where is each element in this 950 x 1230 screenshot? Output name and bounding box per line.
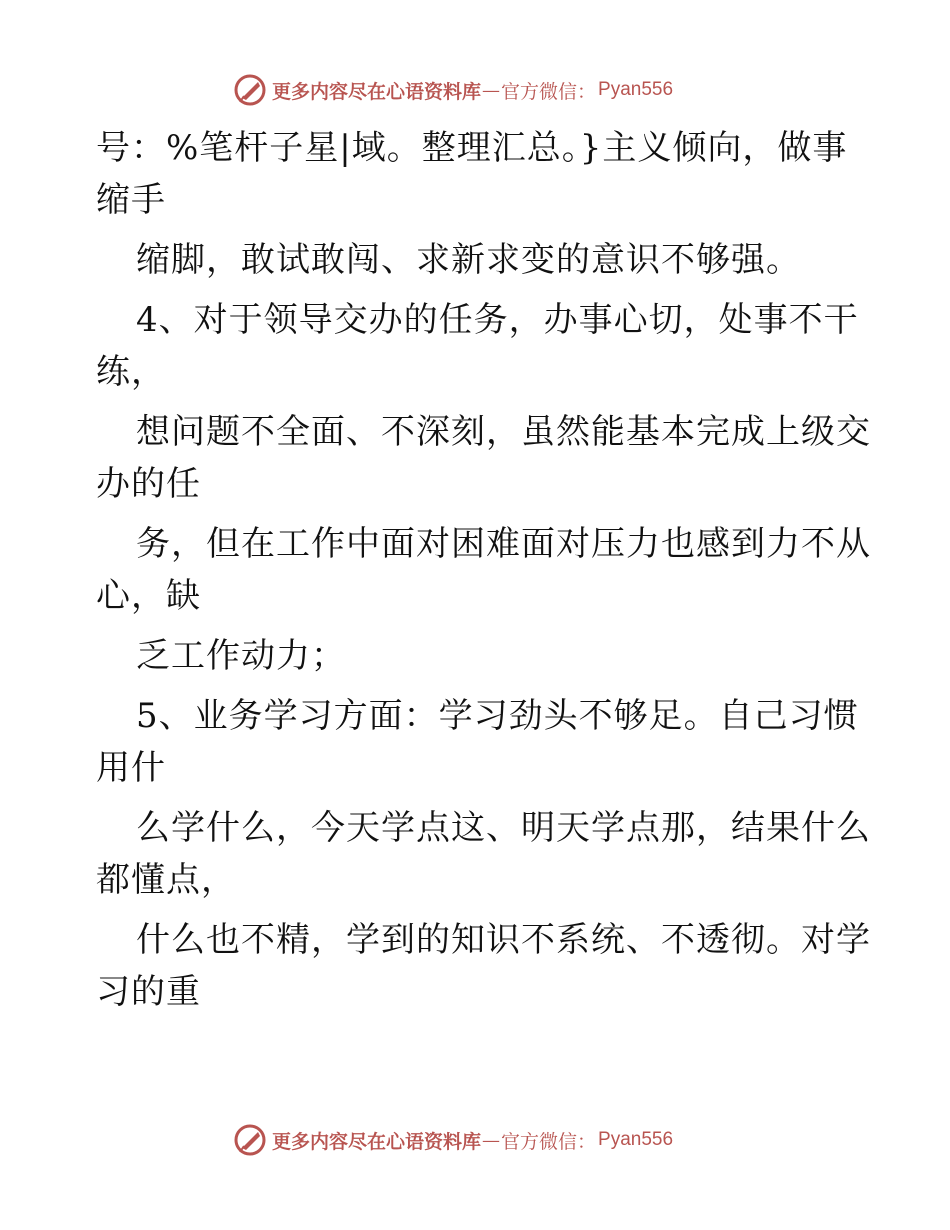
banner-main-text: 更多内容尽在心语资料库 — [272, 80, 482, 103]
text-line: 心，缺 — [96, 576, 201, 616]
text-line: 都懂点， — [96, 860, 236, 900]
text-line: 务，但在工作中面对困难面对压力也感到力不从 — [136, 524, 871, 564]
text-line: 4、对于领导交办的任务，办事心切，处事不干 — [136, 300, 859, 340]
text-line: 练， — [96, 352, 166, 392]
text-line: 5、业务学习方面：学习劲头不够足。自己习惯 — [136, 696, 859, 736]
text-line: 缩脚，敢试敢闯、求新求变的意识不够强。 — [136, 240, 801, 280]
text-line: 用什 — [96, 748, 166, 788]
banner-wechat-label: 官方微信： — [501, 80, 597, 103]
footer-watermark — [232, 1120, 673, 1160]
text-line: 想问题不全面、不深刻，虽然能基本完成上级交 — [136, 412, 871, 452]
banner-wechat-label: 官方微信： — [501, 1130, 597, 1153]
banner-wechat-id: Pyan556 — [598, 1129, 674, 1150]
banner-main-text: 更多内容尽在心语资料库 — [272, 1130, 482, 1153]
header-watermark — [232, 70, 673, 110]
banner-wechat-id: Pyan556 — [598, 79, 674, 100]
banner-separator: — — [482, 1129, 501, 1151]
document-body — [96, 122, 876, 1018]
text-line: 号：%笔杆子星|域。整理汇总。}主义倾向，做事 — [96, 128, 848, 168]
text-line: 习的重 — [96, 972, 201, 1012]
text-line: 么学什么，今天学点这、明天学点那，结果什么 — [136, 808, 871, 848]
text-line: 缩手 — [96, 180, 166, 220]
quill-logo-icon — [232, 1122, 268, 1158]
quill-logo-icon — [232, 72, 268, 108]
banner-separator: — — [482, 79, 501, 101]
text-line: 什么也不精，学到的知识不系统、不透彻。对学 — [136, 920, 871, 960]
text-line: 乏工作动力； — [136, 636, 346, 676]
text-line: 办的任 — [96, 464, 201, 504]
